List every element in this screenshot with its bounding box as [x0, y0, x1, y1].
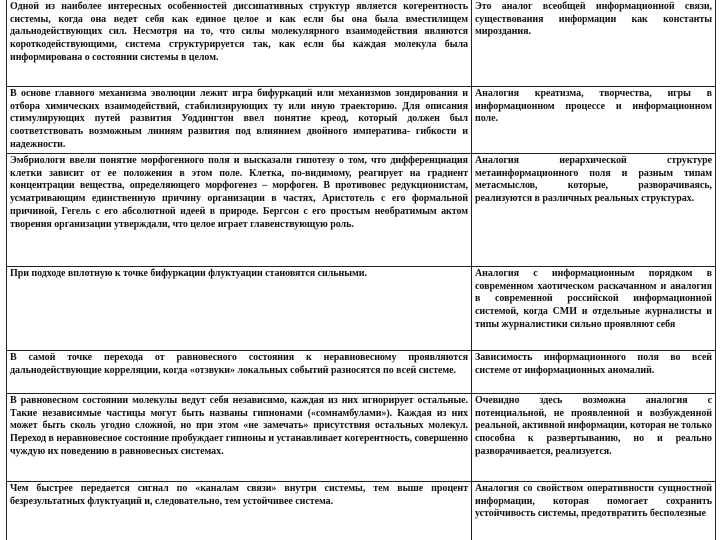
- comparison-table: [6, 0, 716, 540]
- cell-left: Эмбриологи ввели понятие морфогенного поля и высказали гипотезу о том, что дифференциация клетки зависит от ее положения в этом поле. Клетка, по-видимому, реагирует на градиент концентрации вещества, определяющего морфогенез – морфоген. В противовес редукционистам, усматривающим единственную причину организации в частях, Аристотель с его формальной причиной, Гегель с его абсолютной идеей в природе. Бергсон с его простым необратимым актом творения организации утверждали, что целое играет главенствующую роль.: [7, 154, 472, 267]
- cell-left: При подходе вплотную к точке бифуркации флуктуации становятся сильными.: [7, 267, 472, 351]
- cell-left: В равновесном состоянии молекулы ведут себя независимо, каждая из них игнорирует остальные. Такие независимые частицы могут быть названы гипнонами («сомнамбулами»). Каждая из них может быть сколь угодно сложной, но при этом «не замечать» присутствия остальных молекул. Переход в неравновесное состояние пробуждает гипноны и устанавливает когерентность, совершенно чуждую их поведению в равновесных системах.: [7, 394, 472, 482]
- table-row: [7, 351, 716, 394]
- table-row: [7, 394, 716, 482]
- cell-right: Аналогия иерархической структуре метаинформационного поля и разным типам метасмыслов, которые, разворачиваясь, реализуются в различных реальных структурах.: [472, 154, 716, 267]
- cell-left: Чем быстрее передается сигнал по «каналам связи» внутри системы, тем выше процент безрезультатных флуктуаций и, следовательно, тем устойчивее система.: [7, 482, 472, 540]
- cell-right: Очевидно здесь возможна аналогия с потенциальной, не проявленной и возбужденной реальной, активной информации, которая не только способна к развертыванию, но и реально разворачивается, реализуется.: [472, 394, 716, 482]
- table-row: [7, 154, 716, 267]
- cell-right: Аналогия с информационным порядком в современном хаотическом раскачанном и аналогия в современной российской информационной системой, когда СМИ и отдельные журналисты и типы журналистики сильно проявляют себя: [472, 267, 716, 351]
- table-row: [7, 0, 716, 87]
- table-row: [7, 482, 716, 540]
- cell-left: В самой точке перехода от равновесного состояния к неравновесному проявляются дальнодействующие корреляции, когда «отзвуки» локальных событий разносятся по всей системе.: [7, 351, 472, 394]
- cell-left: В основе главного механизма эволюции лежит игра бифуркаций или механизмов зондирования и отбора химических взаимодействий, стабилизирующих ту или иную траекторию. Для описания стимулирующих путей развития Уоддингтон ввел понятие креод, который должен был соответствовать возможным линиям развития под влиянием двойного императива- гибкости и надежности.: [7, 87, 472, 154]
- cell-right: Аналогия креатизма, творчества, игры в информационном процессе и информационном поле.: [472, 87, 716, 154]
- cell-right: Зависимость информационного поля во всей системе от информационных аномалий.: [472, 351, 716, 394]
- cell-left: Одной из наиболее интересных особенностей диссипативных структур является когерентность системы, когда она ведет себя как единое целое и как если бы она была вместилищем дальнодействующих сил. Несмотря на то, что силы молекулярного взаимодействия являются короткодействующими, система структурируется так, как если бы каждая молекула была информирована о состоянии системы в целом.: [7, 0, 472, 87]
- table-row: [7, 87, 716, 154]
- cell-right: Это аналог всеобщей информационной связи, существования информации как константы мироздания.: [472, 0, 716, 87]
- table-row: [7, 267, 716, 351]
- cell-right: Аналогия со свойством оперативности сущностной информации, которая помогает сохранить устойчивость системы, предотвратить бесполезные: [472, 482, 716, 540]
